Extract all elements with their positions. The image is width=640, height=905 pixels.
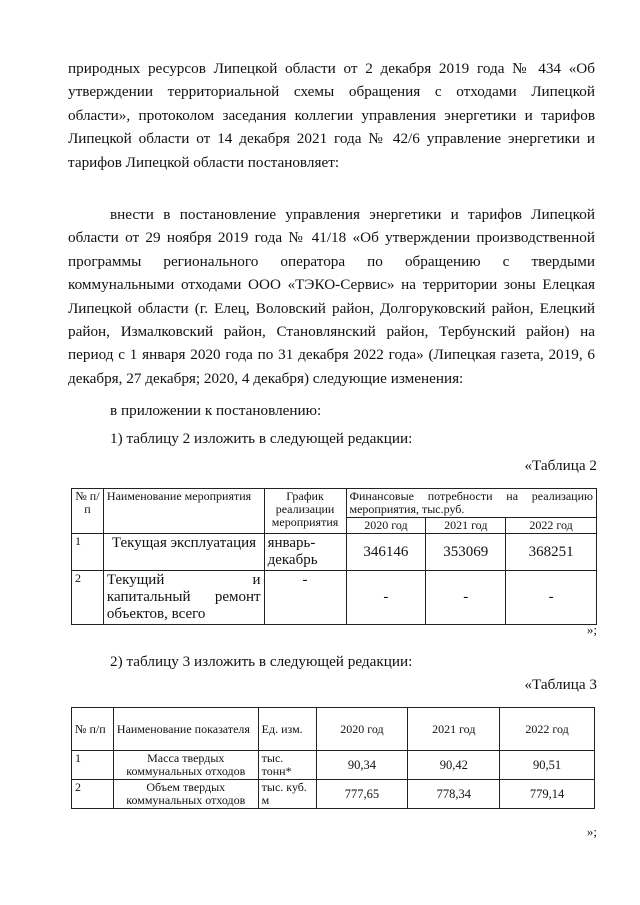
t3-header-num: № п/п xyxy=(72,708,114,751)
t3-cell-value: 90,42 xyxy=(408,751,500,780)
item1-line: 1) таблицу 2 изложить в следующей редакции: xyxy=(110,430,413,447)
t2-cell-schedule: январь-декабрь xyxy=(264,534,346,571)
t2-header-finance: Финансовые потребности на реализацию мероприятия, тыс.руб. xyxy=(346,489,597,518)
t3-year: 2020 год xyxy=(316,708,408,751)
table-row xyxy=(72,534,597,571)
t3-cell-value: 778,34 xyxy=(408,780,500,809)
t2-header-name: Наименование мероприятия xyxy=(103,489,264,534)
t2-header-schedule: График реализации мероприятия xyxy=(264,489,346,534)
t2-cell-name: Текущая эксплуатация xyxy=(103,534,264,571)
table3-label: «Таблица 3 xyxy=(524,676,597,693)
t2-cell-num: 1 xyxy=(72,534,104,571)
intro-paragraph: природных ресурсов Липецкой области от 2 декабря 2019 года № 434 «Об утверждении территориальной схемы обращения с отходами Липецкой области», протоколом заседания коллегии управления энергетики и тарифов Липецкой области от 14 декабря 2021 года № 42/6 управление энергетики и тарифов Липецкой области постановляет: xyxy=(68,60,595,171)
t3-header-name: Наименование показателя xyxy=(113,708,258,751)
table-2 xyxy=(71,488,597,625)
t2-cell-name: Текущий и капитальный ремонт объектов, всего xyxy=(103,571,264,625)
t2-cell-value: - xyxy=(346,571,426,625)
t2-header-num: № п/п xyxy=(72,489,104,534)
t3-cell-unit: тыс. тонн* xyxy=(258,751,316,780)
t2-year: 2022 год xyxy=(506,518,597,534)
t3-year: 2022 год xyxy=(500,708,595,751)
t3-cell-name: Масса твердых коммунальных отходов xyxy=(113,751,258,780)
t2-cell-value: 368251 xyxy=(506,534,597,571)
table-3 xyxy=(71,707,595,809)
t2-cell-value: - xyxy=(506,571,597,625)
t3-cell-num: 1 xyxy=(72,751,114,780)
table-row xyxy=(72,780,595,809)
t3-year: 2021 год xyxy=(408,708,500,751)
t2-cell-value: 353069 xyxy=(426,534,506,571)
item2-line: 2) таблицу 3 изложить в следующей редакции: xyxy=(110,653,413,670)
t2-cell-schedule: - xyxy=(264,571,346,625)
appendix-line: в приложении к постановлению: xyxy=(110,402,322,419)
table-row xyxy=(72,571,597,625)
t3-cell-value: 90,51 xyxy=(500,751,595,780)
table3-closing: »; xyxy=(586,824,597,839)
t2-year: 2021 год xyxy=(426,518,506,534)
t2-cell-value: 346146 xyxy=(346,534,426,571)
t3-cell-unit: тыс. куб. м xyxy=(258,780,316,809)
t3-cell-name: Объем твердых коммунальных отходов xyxy=(113,780,258,809)
t2-cell-value: - xyxy=(426,571,506,625)
t3-cell-value: 90,34 xyxy=(316,751,408,780)
table-row xyxy=(72,751,595,780)
t2-cell-num: 2 xyxy=(72,571,104,625)
t3-cell-num: 2 xyxy=(72,780,114,809)
amendment-paragraph: внести в постановление управления энергетики и тарифов Липецкой области от 29 ноября 2019 года № 41/18 «Об утверждении производственной программы регионального оператора по обращению с твердыми коммунальными отходами ООО «ТЭКО-Сервис» на территории зоны Елецкая Липецкой области (г. Елец, Воловский район, Долгоруковский район, Елецкий район, Измалковский район, Становлянский район, Тербунский район) на период с 1 января 2020 года по 31 декабря 2022 года» (Липецкая газета, 2019, 6 декабря, 27 декабря; 2020, 4 декабря) следующие изменения: xyxy=(68,206,595,387)
table2-closing: »; xyxy=(586,622,597,637)
t2-year: 2020 год xyxy=(346,518,426,534)
t3-header-unit: Ед. изм. xyxy=(258,708,316,751)
t3-cell-value: 779,14 xyxy=(500,780,595,809)
t3-cell-value: 777,65 xyxy=(316,780,408,809)
table2-label: «Таблица 2 xyxy=(524,457,597,474)
